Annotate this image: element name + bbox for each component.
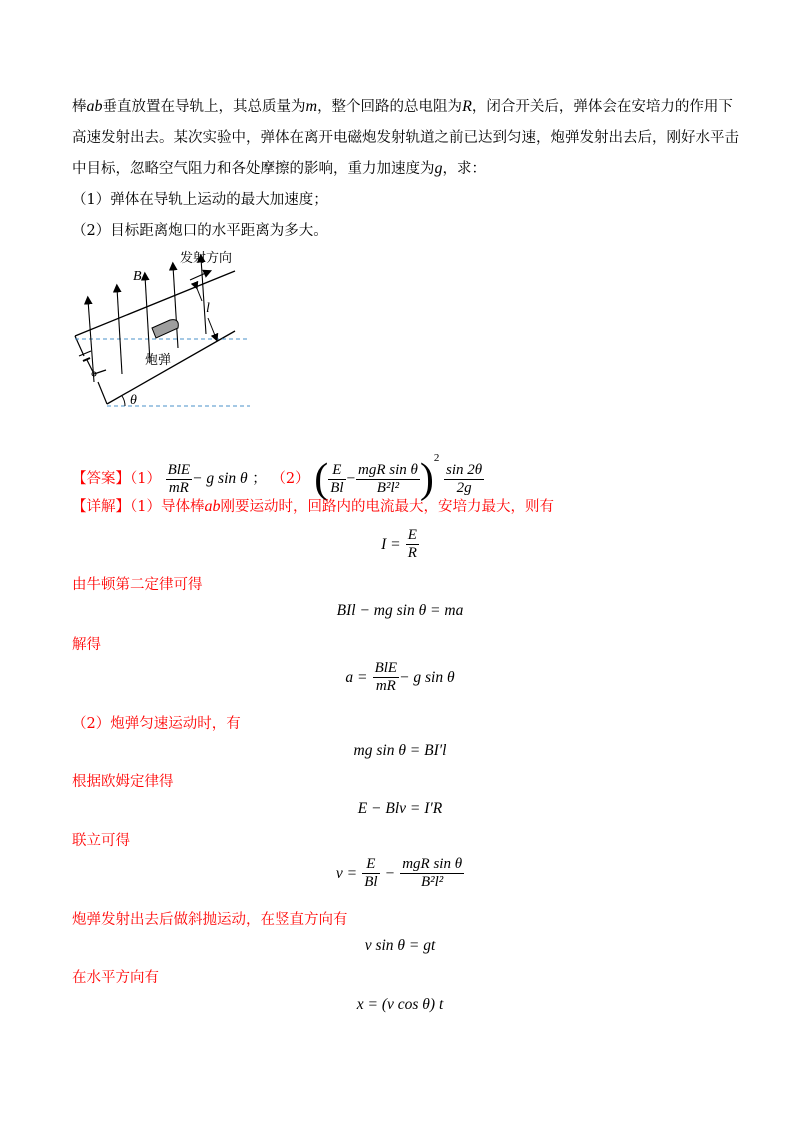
b-field-arrow	[88, 300, 94, 382]
text-combine: 联立可得	[72, 833, 130, 849]
label-b: B	[133, 269, 142, 284]
text-projectile-horizontal: 在水平方向有	[72, 970, 159, 986]
b-field-arrow	[201, 258, 206, 334]
equation-2: BIl − mg sin θ = ma	[336, 602, 464, 619]
problem-line-1: 棒ab垂直放置在导轨上，其总质量为m，整个回路的总电阻为R，闭合开关后，弹体会在安培力的作用下	[72, 98, 733, 115]
l-dimension-arrow	[208, 318, 216, 338]
problem-line-2: 高速发射出去。某次实验中，弹体在离开电磁炮发射轨道之前已达到匀速，炮弹发射出去后，刚好水平击	[72, 130, 739, 146]
text-solve: 解得	[72, 637, 101, 653]
equation-4: mg sin θ = BI′l	[353, 742, 447, 759]
equation-7: v sin θ = gt	[364, 937, 436, 954]
problem-line-3: 中目标，忽略空气阻力和各处摩擦的影响，重力加速度为g，求：	[72, 160, 486, 177]
question-2: （2）目标距离炮口的水平距离为多大。	[72, 223, 328, 239]
b-field-arrow	[117, 288, 122, 374]
label-launch-direction: 发射方向	[180, 251, 233, 266]
switch-lever	[94, 370, 106, 374]
text-ohm: 根据欧姆定律得	[72, 774, 174, 790]
solution-tag: 【详解】	[72, 499, 130, 515]
railgun-figure	[70, 244, 270, 414]
label-l: l	[206, 301, 210, 316]
question-1: （1）弹体在导轨上运动的最大加速度；	[72, 192, 328, 208]
text-uniform-motion: （2）炮弹匀速运动时，有	[72, 716, 241, 732]
answer-1-fraction: $\frac{\text{BlE}}{mR}$	[167, 461, 191, 496]
launch-direction-arrow	[190, 272, 208, 280]
shell-icon	[152, 320, 178, 338]
equation-6: v = $\frac{E}{Bl}$ − $\frac{\text{mgR sin θ}}{\text{B²l²}}$	[335, 856, 463, 890]
answer-tag: 【答案】	[72, 471, 130, 487]
equation-5: E − Blv = I′R	[357, 800, 443, 817]
label-theta: θ	[130, 393, 137, 408]
l-dimension-arrow	[196, 286, 202, 301]
battery-short-plate	[83, 358, 90, 361]
equation-8: x = (v cos θ) t	[356, 996, 444, 1013]
equation-1: I = $\frac{E}{R}$	[381, 527, 417, 561]
answer-line: 【答案】（1） $\frac{\text{BlE}}{mR}$ − g sin θ ； （2） ( $\frac{E}{Bl}$ − $\frac{\text{mgR sin θ}}{\text{B²l²}}$ )$^2$ $\frac{\sin 2\theta}{2g}$	[72, 452, 483, 502]
battery-long-plate	[79, 351, 91, 356]
text-newton: 由牛顿第二定律可得	[72, 577, 203, 593]
label-shell: 炮弹	[145, 353, 172, 368]
b-field-arrow	[145, 276, 150, 362]
circuit-wire	[98, 382, 107, 404]
solution-line-1: 【详解】（1）导体棒ab刚要运动时，回路内的电流最大，安培力最大，则有	[72, 498, 554, 515]
equation-3: a = $\frac{\text{BlE}}{mR}$ − g sin θ	[345, 660, 455, 694]
theta-arc	[122, 396, 125, 406]
answer-2-fraction: $\frac{\sin 2\theta}{2g}$	[446, 461, 483, 496]
b-field-arrow	[173, 266, 178, 348]
text-projectile-vertical: 炮弹发射出去后做斜抛运动，在竖直方向有	[72, 912, 348, 928]
